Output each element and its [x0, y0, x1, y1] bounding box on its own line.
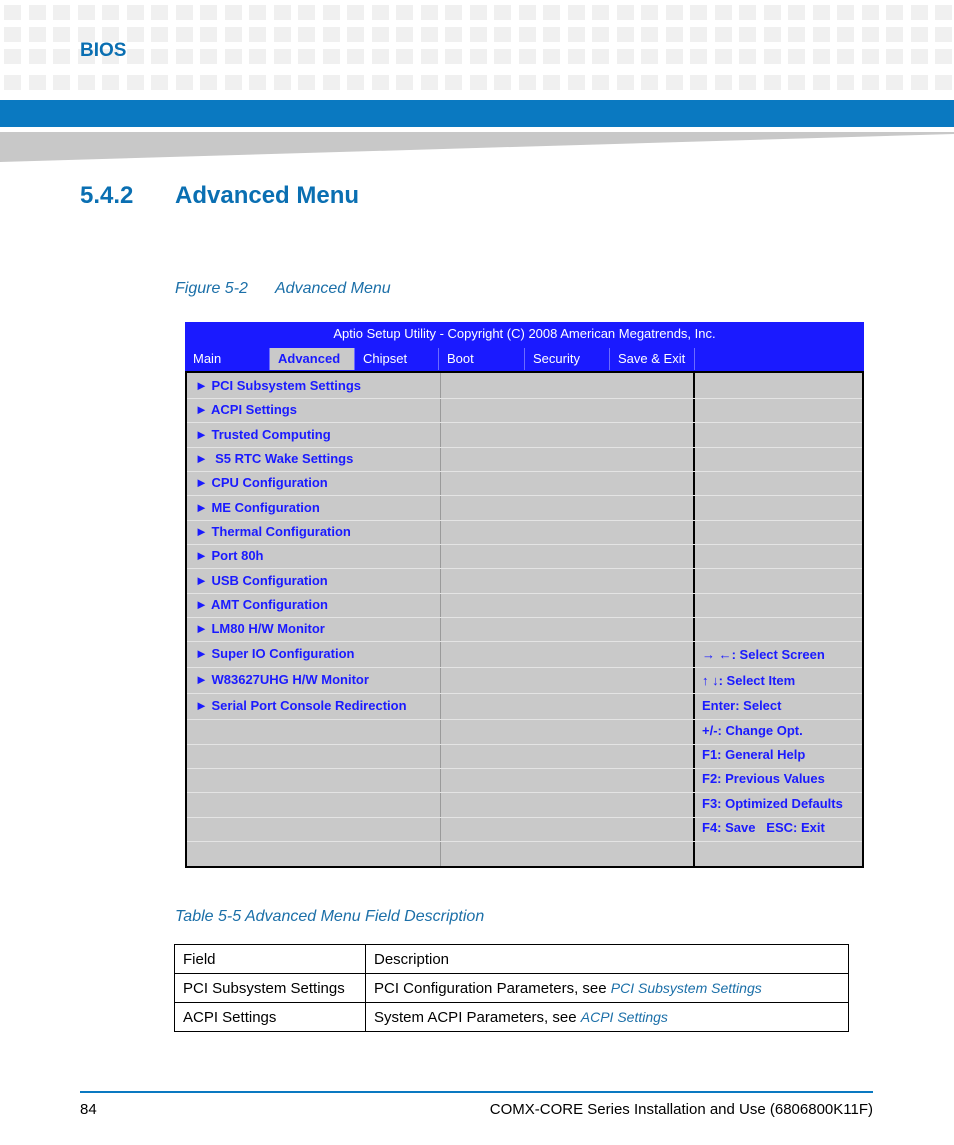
pattern-square [347, 49, 364, 64]
row-separator [187, 398, 862, 399]
pattern-square [886, 75, 903, 90]
pattern-square [4, 75, 21, 90]
pattern-square [519, 49, 536, 64]
help-change-opt: +/-: Change Opt. [702, 723, 803, 738]
pattern-square [225, 27, 242, 42]
row-separator [187, 641, 862, 642]
pattern-square [372, 27, 389, 42]
pattern-square [274, 5, 291, 20]
menu-item-me[interactable]: ► ME Configuration [195, 500, 320, 515]
pattern-square [764, 5, 781, 20]
help-save-exit: F4: Save ESC: Exit [702, 820, 825, 835]
pattern-square [715, 27, 732, 42]
pattern-square [151, 5, 168, 20]
help-select-item: ↑ ↓: Select Item [702, 673, 796, 688]
pattern-square [249, 5, 266, 20]
pattern-square [470, 5, 487, 20]
pattern-square [298, 75, 315, 90]
pattern-square [421, 5, 438, 20]
pattern-square [200, 49, 217, 64]
bios-tab-save-exit[interactable]: Save & Exit [610, 348, 695, 370]
bios-tab-chipset[interactable]: Chipset [355, 348, 439, 370]
help-general-help: F1: General Help [702, 747, 806, 762]
pattern-square [53, 75, 70, 90]
pattern-square [298, 27, 315, 42]
table-cell-description [366, 974, 849, 1003]
pattern-square [886, 5, 903, 20]
bios-body [185, 371, 864, 868]
pattern-square [494, 27, 511, 42]
pattern-square [127, 75, 144, 90]
pattern-square [78, 5, 95, 20]
pattern-square [29, 5, 46, 20]
bios-tab-bar [185, 346, 864, 371]
pattern-square [739, 75, 756, 90]
pattern-square [225, 5, 242, 20]
pattern-square [102, 75, 119, 90]
table-cell-field: PCI Subsystem Settings [175, 974, 366, 1003]
pattern-square [102, 5, 119, 20]
pattern-square [715, 5, 732, 20]
pattern-square [274, 27, 291, 42]
cross-reference-link[interactable]: PCI Subsystem Settings [610, 979, 762, 996]
pattern-square [445, 5, 462, 20]
pattern-square [764, 75, 781, 90]
pattern-square [641, 75, 658, 90]
pattern-square [29, 75, 46, 90]
document-title: COMX-CORE Series Installation and Use (6806800K11F) [489, 1101, 873, 1118]
row-separator [187, 841, 862, 842]
pattern-square [837, 49, 854, 64]
table-caption: Table 5-5 Advanced Menu Field Description [175, 908, 485, 925]
pattern-square [4, 49, 21, 64]
pattern-square [249, 49, 266, 64]
row-separator [187, 667, 862, 668]
pattern-square [715, 75, 732, 90]
bios-screenshot [185, 322, 864, 868]
bios-tab-advanced[interactable]: Advanced [270, 348, 355, 370]
pattern-square [151, 27, 168, 42]
table-cell-field: ACPI Settings [175, 1003, 366, 1032]
pattern-square [176, 75, 193, 90]
pattern-square [4, 5, 21, 20]
pattern-square [837, 5, 854, 20]
pattern-square [935, 49, 952, 64]
help-previous-values: F2: Previous Values [702, 771, 825, 786]
table-cell-description [366, 1003, 849, 1032]
pattern-square [592, 27, 609, 42]
pattern-square [690, 27, 707, 42]
pattern-square [568, 75, 585, 90]
pattern-square [151, 49, 168, 64]
pattern-square [617, 5, 634, 20]
pattern-square [127, 49, 144, 64]
figure-title: Advanced Menu [275, 280, 391, 297]
pattern-square [543, 75, 560, 90]
pattern-square [641, 5, 658, 20]
menu-item-usb[interactable]: ► USB Configuration [195, 573, 328, 588]
pattern-square [592, 75, 609, 90]
pattern-square [617, 75, 634, 90]
pattern-square [666, 5, 683, 20]
menu-item-acpi[interactable]: ► ACPI Settings [195, 402, 297, 417]
menu-item-w83627uhg[interactable]: ► W83627UHG H/W Monitor [195, 672, 369, 687]
menu-item-port-80h[interactable]: ► Port 80h [195, 548, 264, 563]
pattern-square [641, 49, 658, 64]
table-row [175, 974, 849, 1003]
table-header-description: Description [366, 945, 849, 974]
row-separator [187, 447, 862, 448]
pattern-square [274, 75, 291, 90]
page-number: 84 [80, 1101, 97, 1118]
pattern-square [935, 5, 952, 20]
pattern-square [617, 49, 634, 64]
header-pattern [0, 0, 954, 96]
pattern-square [813, 5, 830, 20]
pattern-square [911, 75, 928, 90]
pattern-square [396, 49, 413, 64]
pattern-square [372, 49, 389, 64]
pattern-square [543, 5, 560, 20]
menu-item-serial-redirection[interactable]: ► Serial Port Console Redirection [195, 698, 407, 713]
table-row [175, 1003, 849, 1032]
pattern-square [788, 27, 805, 42]
table-header-row [175, 945, 849, 974]
pattern-square [813, 27, 830, 42]
pattern-square [764, 27, 781, 42]
pattern-square [494, 75, 511, 90]
pattern-square [53, 5, 70, 20]
row-separator [187, 617, 862, 618]
pattern-square [323, 5, 340, 20]
pattern-square [788, 75, 805, 90]
pattern-square [666, 75, 683, 90]
pattern-square [886, 27, 903, 42]
pattern-square [225, 75, 242, 90]
pattern-square [421, 49, 438, 64]
row-separator [187, 768, 862, 769]
row-separator [187, 520, 862, 521]
pattern-square [690, 49, 707, 64]
bios-title-bar: Aptio Setup Utility - Copyright (C) 2008 American Megatrends, Inc. [185, 322, 864, 346]
pattern-square [494, 5, 511, 20]
pattern-square [911, 49, 928, 64]
pattern-square [862, 49, 879, 64]
section-number: 5.4.2 [80, 182, 134, 209]
pattern-square [200, 5, 217, 20]
pattern-square [592, 5, 609, 20]
pattern-square [176, 5, 193, 20]
pattern-square [470, 49, 487, 64]
pattern-square [813, 49, 830, 64]
header-grey-wedge [0, 132, 954, 164]
pattern-square [862, 5, 879, 20]
help-select-screen: → ←: Select Screen [702, 647, 825, 662]
pattern-square [421, 75, 438, 90]
pattern-square [323, 27, 340, 42]
pattern-square [837, 27, 854, 42]
pattern-square [445, 75, 462, 90]
pattern-square [470, 27, 487, 42]
pattern-square [666, 27, 683, 42]
section-title: Advanced Menu [175, 182, 360, 209]
pattern-square [127, 27, 144, 42]
pattern-square [396, 75, 413, 90]
pattern-square [4, 27, 21, 42]
bios-tab-main[interactable]: Main [185, 348, 270, 370]
pattern-square [715, 49, 732, 64]
description-text: System ACPI Parameters, see [374, 1008, 581, 1026]
pattern-square [200, 27, 217, 42]
pattern-square [200, 75, 217, 90]
pattern-square [372, 75, 389, 90]
menu-item-lm80[interactable]: ► LM80 H/W Monitor [195, 621, 325, 636]
pattern-square [690, 5, 707, 20]
description-text: PCI Configuration Parameters, see [374, 979, 611, 997]
pattern-square [372, 5, 389, 20]
pattern-square [347, 27, 364, 42]
pattern-square [788, 49, 805, 64]
row-separator [187, 744, 862, 745]
bios-tab-boot[interactable]: Boot [439, 348, 525, 370]
cross-reference-link[interactable]: ACPI Settings [580, 1008, 668, 1025]
pattern-square [176, 27, 193, 42]
pattern-square [53, 27, 70, 42]
pattern-square [837, 75, 854, 90]
pattern-square [225, 49, 242, 64]
pattern-square [519, 27, 536, 42]
pattern-square [298, 5, 315, 20]
field-description-table [174, 944, 849, 1032]
help-optimized-defaults: F3: Optimized Defaults [702, 796, 843, 811]
bios-tab-security[interactable]: Security [525, 348, 610, 370]
pattern-square [862, 75, 879, 90]
pattern-square [568, 5, 585, 20]
pattern-square [445, 49, 462, 64]
menu-item-cpu[interactable]: ► CPU Configuration [195, 475, 328, 490]
pattern-square [29, 27, 46, 42]
pattern-square [53, 49, 70, 64]
row-separator [187, 593, 862, 594]
menu-item-super-io[interactable]: ► Super IO Configuration [195, 646, 355, 661]
pattern-square [592, 49, 609, 64]
figure-label: Figure 5-2 [175, 280, 248, 297]
pattern-square [127, 5, 144, 20]
pattern-square [788, 5, 805, 20]
pattern-square [347, 75, 364, 90]
menu-item-amt[interactable]: ► AMT Configuration [195, 597, 328, 612]
pattern-square [568, 49, 585, 64]
pattern-square [470, 75, 487, 90]
pattern-square [862, 27, 879, 42]
row-separator [187, 544, 862, 545]
menu-item-trusted-computing[interactable]: ► Trusted Computing [195, 427, 331, 442]
chapter-label: BIOS [80, 40, 127, 61]
pattern-square [347, 5, 364, 20]
pattern-square [494, 49, 511, 64]
pattern-square [813, 75, 830, 90]
row-separator [187, 693, 862, 694]
pattern-square [323, 75, 340, 90]
row-separator [187, 817, 862, 818]
pattern-square [323, 49, 340, 64]
pattern-square [249, 27, 266, 42]
pattern-square [739, 27, 756, 42]
pattern-square [176, 49, 193, 64]
pattern-square [935, 75, 952, 90]
pattern-square [886, 49, 903, 64]
pattern-square [519, 75, 536, 90]
row-separator [187, 568, 862, 569]
menu-item-thermal[interactable]: ► Thermal Configuration [195, 524, 351, 539]
pattern-square [764, 49, 781, 64]
pattern-square [29, 49, 46, 64]
pattern-square [543, 27, 560, 42]
pattern-square [568, 27, 585, 42]
row-separator [187, 471, 862, 472]
help-enter-select: Enter: Select [702, 698, 782, 713]
pattern-square [298, 49, 315, 64]
pattern-square [519, 5, 536, 20]
pattern-square [911, 27, 928, 42]
pattern-square [617, 27, 634, 42]
pattern-square [249, 75, 266, 90]
table-header-field: Field [175, 945, 366, 974]
pattern-square [78, 75, 95, 90]
row-separator [187, 792, 862, 793]
pattern-square [641, 27, 658, 42]
pattern-square [151, 75, 168, 90]
row-separator [187, 422, 862, 423]
menu-item-s5-rtc-wake[interactable]: ► S5 RTC Wake Settings [195, 451, 354, 466]
row-separator [187, 495, 862, 496]
pattern-square [911, 5, 928, 20]
pattern-square [421, 27, 438, 42]
header-blue-band [0, 100, 954, 127]
row-separator [187, 719, 862, 720]
menu-item-pci-subsystem[interactable]: ► PCI Subsystem Settings [195, 378, 362, 393]
footer-rule [80, 1091, 873, 1093]
pattern-square [445, 27, 462, 42]
pattern-square [935, 27, 952, 42]
pattern-square [396, 5, 413, 20]
pattern-square [396, 27, 413, 42]
pattern-square [739, 5, 756, 20]
pattern-square [274, 49, 291, 64]
pattern-square [666, 49, 683, 64]
pattern-square [739, 49, 756, 64]
pattern-square [690, 75, 707, 90]
pattern-square [543, 49, 560, 64]
